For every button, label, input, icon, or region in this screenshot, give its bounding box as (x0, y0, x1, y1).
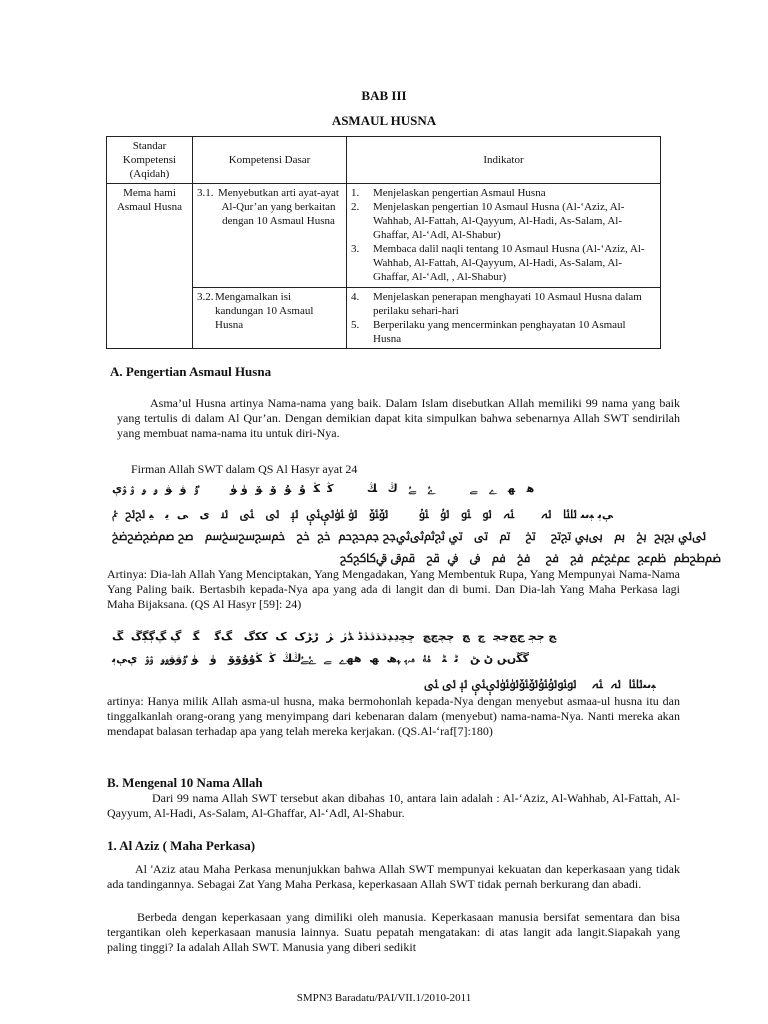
indicator-text: Membaca dalil naqli tentang 10 Asmaul Husna (Al-‘Aziz, Al-Wahhab, Al-Fattah, Al-Qayyum, Al-Hadi, As-Salam, Al-Ghaffar, Al-‘Adl, , Al-Shabur) (373, 243, 645, 283)
kd-text: Menyebutkan arti ayat-ayat Al-Qur’an yang berkaitan dengan 10 Asmaul Husna (218, 187, 339, 227)
page-footer: SMPN3 Baradatu/PAI/VII.1/2010-2011 (296, 992, 472, 1004)
arabic-verse-2 (112, 630, 680, 696)
indicator-num: 4. (351, 291, 360, 303)
section-1-paragraph-1: Al 'Aziz atau Maha Perkasa menunjukkan bahwa Allah SWT mempunyai kekuatan dan keperkasaan yang tidak ada tandingannya. Sebagai Zat Yang Maha Perkasa, keperkasaan Allah SWT tidak pernah berkurang dan abadi. (107, 862, 680, 891)
indicator-text: Menjelaskan penerapan menghayati 10 Asmaul Husna dalam perilaku sehari-hari (373, 291, 642, 317)
section-b-paragraph: Dari 99 nama Allah SWT tersebut akan dibahas 10, antara lain adalah : Al-‘Aziz, Al-Wahhab, Al-Fattah, Al-Qayyum, Al-Hadi, As-Salam, Al-Ghaffar, Al-‘Adl, Al-Shabur. (107, 791, 680, 820)
arabic-line: ﯥﯦ ﯧﯨﯩ ﯪﯫ ﯬ ﯭ ﯮ ﯯ ﯰ ﯱ ﯲﯳ ﯴ ﯵﯶﯷ ﯸ ﯹ ﯺ ﯻ ﯼ ﯽ ﯾ ﯿ ﰀﰁ ﰂ (112, 508, 614, 521)
indicator-text: Menjelaskan pengertian Asmaul Husna (373, 187, 546, 199)
header-kd: Kompetensi Dasar (193, 137, 347, 184)
indicator-cell (347, 288, 661, 349)
kd-text: Mengamalkan isi kandungan 10 Asmaul Husna (215, 291, 314, 331)
indicator-num: 3. (351, 243, 360, 255)
kd-cell (193, 184, 347, 288)
indicator-num: 5. (351, 319, 360, 331)
arabic-line: ﰃﰄ ﰅﰆ ﰇ ﰈ ﰉﰊ ﰋﰌ ﰍ ﰎ ﰏ ﰐ ﰑﰒﰓﰔﰕ ﰖﰗﰘ ﰙ ﰚ ﰛﰜﰝﰞﰟ ﰠ ﰡﰢﰣﰤ (112, 530, 706, 543)
verse-2-translation: artinya: Hanya milik Allah asma-ul husna, maka bermohonlah kepada-Nya dengan menyebut asmaa-ul husna itu dan tinggalkanlah orang-orang yang menyimpang dari kebenaran dalam (menyebut) nama-nama-Nya. Nanti mereka akan mendapat balasan terhadap apa yang telah mereka kerjakan. (QS.Al-‘raf[7]:180) (107, 694, 680, 738)
arabic-line: ﰥﰦﰧ ﰨﰩ ﰪﰫﰬ ﰭ ﰮ ﰯ ﰰ ﰱ ﰲ ﰳ ﰴﰵ ﰶﰷﰸﰹ (340, 552, 721, 565)
section-a-heading: A. Pengertian Asmaul Husna (110, 364, 272, 379)
arabic-verse-1 (112, 482, 721, 570)
kd-num: 3.2. (197, 291, 214, 303)
section-a-paragraph: Asma’ul Husna artinya Nama-nama yang baik. Dalam Islam disebutkan Allah memiliki 99 nama yang baik yang tertulis di dalam Al Qur’an. Dengan demikian dapat kita simpulkan bahwa sebenarnya Allah SWT sendirilah yang membuat nama-nama itu untuk diri-Nya. (117, 396, 680, 440)
competency-table (106, 136, 661, 349)
verse-1-translation: Artinya: Dia-lah Allah Yang Menciptakan, Yang Mengadakan, Yang Membentuk Rupa, Yang Mempunyai Nama-Nama Yang Paling baik. Bertasbih kepada-Nya apa yang ada di langit dan di bumi. Dan Dia-lah Yang Maha Perkasa lagi Maha Bijaksana. (QS Al Hasyr [59]: 24) (107, 567, 680, 611)
arabic-line: ﮬ ﮭ ﮮ ﮯ ﮰ ﮱ ﯓ ﯔ ﯕ ﯖ ﯗ ﯘ ﯙ ﯚ ﯛ ﯜ ﯝ ﯞ ﯟ ﯠ ﯡ ﯢ ﯣﯤ (112, 482, 535, 495)
section-1-heading: 1. Al Aziz ( Maha Perkasa) (107, 838, 256, 853)
header-indicator: Indikator (347, 137, 661, 184)
kd-num: 3.1. (197, 187, 214, 199)
table-header-row (107, 137, 661, 184)
indicator-text: Menjelaskan pengertian 10 Asmaul Husna (Al-‘Aziz, Al-Wahhab, Al-Fattah, Al-Qayyum, Al-Hadi, As-Salam, Al-Ghaffar, Al-‘Adl, Al-Shabur) (373, 201, 625, 241)
arabic-line: ﯧﯨﯩﯪﯫ ﯬ ﯭ ﯮﯯﯰﯱﯲﯳﯴﯵﯶﯷ ﯸ ﯹ ﯺ (424, 678, 656, 691)
standard-cell (107, 184, 193, 349)
header-standard: Standar Kompetensi (Aqidah) (107, 137, 193, 184)
indicator-cell (347, 184, 661, 288)
section-1-paragraph-2: Berbeda dengan keperkasaan yang dimiliki oleh manusia. Keperkasaan manusia bersifat sementara dan bisa tergantikan oleh keperkasaan manusia lainnya. Suatu pepatah mengatakan: di atas langit ada langit.Siapakah yang paling tinggi? Ia adalah Allah SWT. Manusia yang diberi sedikit (107, 910, 680, 954)
indicator-text: Berperilaku yang mencerminkan penghayatan 10 Asmaul Husna (373, 319, 626, 345)
arabic-line: ﭳ ﭴﭵ ﭶﭷﭸﭹ ﭺ ﭻ ﭼﭽﭾﭿ ﮀﮁﮂﮃﮄﮅﮆﮇﮈ ﮉﮊ ﮋ ﮌﮍﮎ ﮏ ﮐﮑﮒ ﮓﮔ ﮕ ﮖ ﮗﮘﮙﮚ ﮛ (112, 630, 557, 643)
firman-intro: Firman Allah SWT dalam QS Al Hasyr ayat 24 (131, 462, 358, 476)
chapter-title: ASMAUL HUSNA (331, 113, 437, 128)
section-b-heading: B. Mengenal 10 Nama Allah (107, 775, 263, 790)
chapter-label: BAB III (361, 88, 407, 103)
standard-text: Mema hami Asmaul Husna (116, 187, 183, 213)
arabic-line: ﮜﮝﮞﮟ ﮠ ﮡ ﮢ ﮣ ﮤﮥ ﮦﮧﮨ ﮩﮪ ﮫ ﮬﮭﮮ ﮯ ﮰﮱﯓﯔ ﯕ ﯖﯗﯘﯙﯚ ﯛ ﯜ ﯝﯞﯟﯠﯡ ﯢﯣ ﯤﯥﯦ (112, 652, 530, 665)
table-row (107, 184, 661, 288)
indicator-num: 1. (351, 187, 360, 199)
indicator-num: 2. (351, 201, 360, 213)
kd-cell (193, 288, 347, 349)
